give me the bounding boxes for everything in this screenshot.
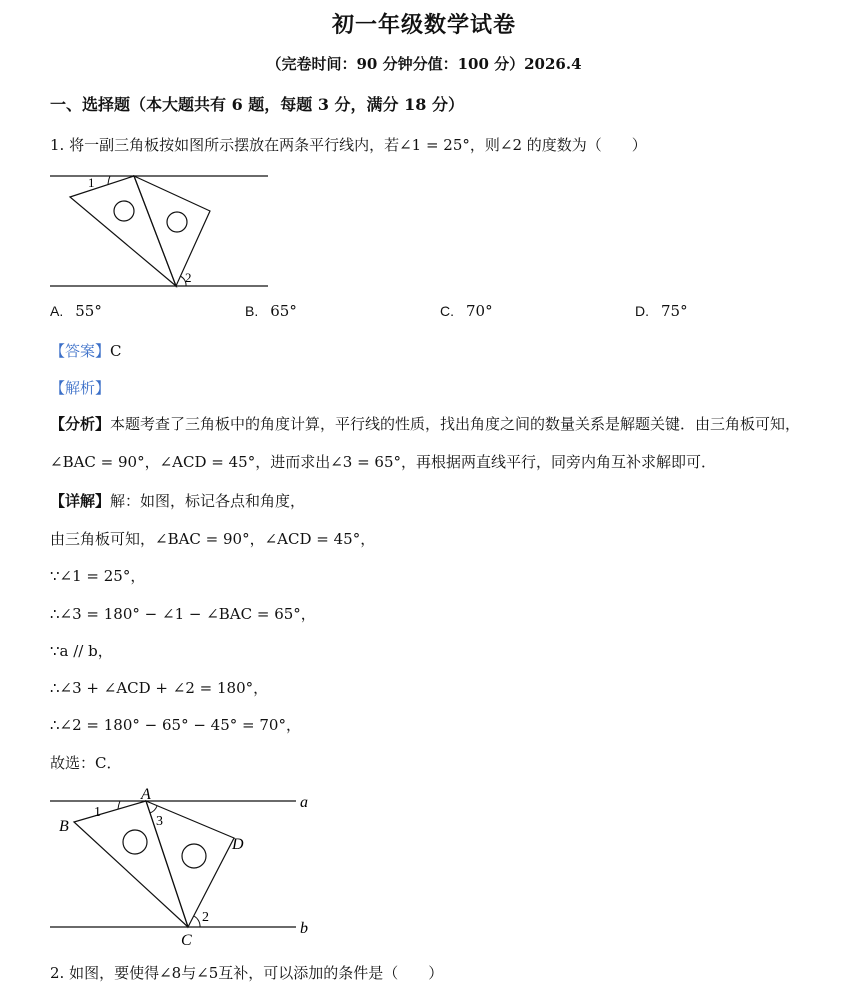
- point-c-label: C: [181, 932, 192, 949]
- step-4: ∵a // b，: [50, 642, 113, 660]
- point-a-label: A: [141, 786, 151, 803]
- step-3: ∴∠3 = 180° − ∠1 − ∠BAC = 65°，: [50, 605, 316, 623]
- analysis-paragraph: [50, 405, 830, 481]
- question-1-text: 1. 将一副三角板按如图所示摆放在两条平行线内，若∠1 = 25°，则∠2 的度数为（ ）: [50, 136, 647, 154]
- point-d-label: D: [232, 836, 244, 853]
- detail-label: 【详解】: [50, 492, 111, 510]
- triangle-abc: [74, 801, 188, 927]
- option-d: D. 75°: [635, 302, 688, 320]
- hole-left: [114, 201, 134, 221]
- angle-3-label: 3: [156, 814, 163, 829]
- question-1-figure: [48, 168, 272, 292]
- step-2: ∵∠1 = 25°，: [50, 567, 146, 585]
- analysis-text: 本题考查了三角板中的角度计算，平行线的性质，找出角度之间的数量关系是解题关键．由三角板可知，∠BAC = 90°，∠ACD = 45°，进而求出∠3 = 65°，再根据两直线平行，同旁内角互补求解即可．: [50, 415, 801, 471]
- step-6: ∴∠2 = 180° − 65° − 45° = 70°，: [50, 716, 301, 734]
- answer-tag: 【答案】: [50, 342, 111, 360]
- point-b-label: B: [59, 818, 69, 835]
- step-1: 由三角板可知，∠BAC = 90°，∠ACD = 45°，: [50, 530, 376, 548]
- line-b-label: b: [300, 920, 308, 937]
- paper-title: 初一年级数学试卷: [331, 12, 516, 38]
- answer-line: [50, 340, 122, 361]
- angle-1-label: 1: [88, 175, 95, 190]
- hole-right: [167, 212, 187, 232]
- question-2-text: 2. 如图，要使得∠8与∠5互补，可以添加的条件是（ ）: [50, 964, 444, 982]
- option-c: C. 70°: [440, 302, 493, 320]
- detail-line: [50, 490, 305, 511]
- section-heading: 一、选择题（本大题共有 6 题，每题 3 分，满分 18 分）: [50, 95, 464, 114]
- hole-left: [123, 830, 147, 854]
- analysis-tag: 【解析】: [50, 379, 111, 397]
- detail-intro: 解：如图，标记各点和角度，: [110, 492, 306, 510]
- line-a-label: a: [300, 794, 308, 811]
- hole-right: [182, 844, 206, 868]
- angle-1-label: 1: [94, 805, 101, 820]
- solution-figure: [48, 785, 328, 950]
- step-5: ∴∠3 + ∠ACD + ∠2 = 180°，: [50, 679, 269, 697]
- paper-subtitle: （完卷时间：90 分钟分值：100 分）2026.4: [266, 55, 582, 73]
- angle-2-label: 2: [185, 270, 192, 285]
- angle-2-label: 2: [202, 910, 209, 925]
- step-7: 故选：C．: [50, 754, 122, 772]
- option-b: B. 65°: [245, 302, 297, 320]
- option-a: A. 55°: [50, 302, 102, 320]
- answer-value: C: [110, 342, 122, 360]
- set-square-left: [70, 176, 176, 286]
- analysis-label: 【分析】: [50, 415, 111, 433]
